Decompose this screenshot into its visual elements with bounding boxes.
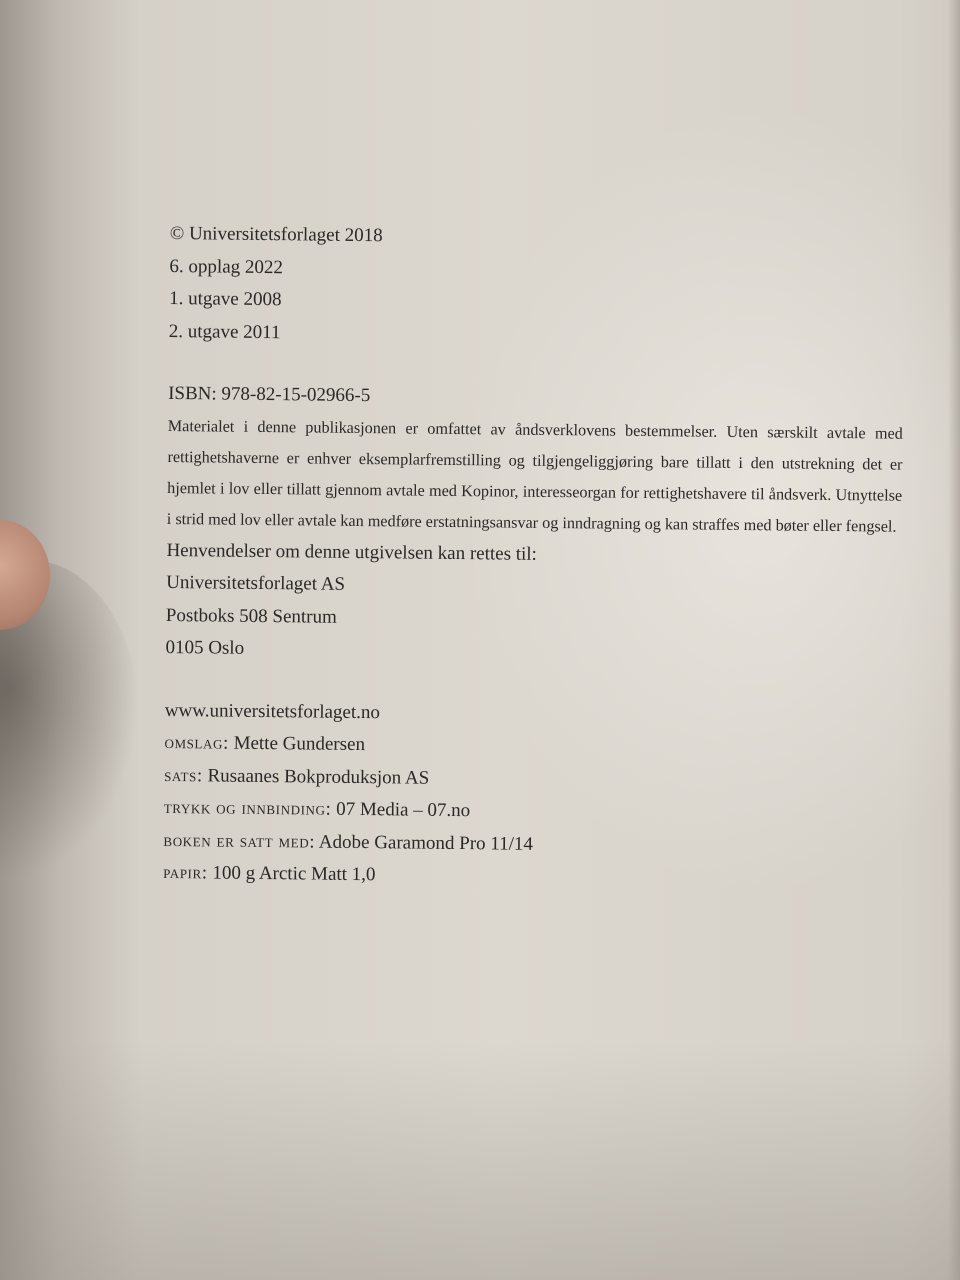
credit-value: Adobe Garamond Pro 11/14 <box>318 831 534 855</box>
publisher-website: www.universitetsforlaget.no <box>164 699 381 723</box>
publisher-street: Postboks 508 Sentrum <box>165 604 337 628</box>
credit-label: sats: <box>164 764 203 786</box>
credit-label: omslag: <box>164 731 229 754</box>
credit-value: 07 Media – 07.no <box>336 798 471 822</box>
printing-line: 6. opplag 2022 <box>169 255 284 278</box>
contact-intro: Henvendelser om denne utgivelsen kan rettes til: <box>166 539 538 565</box>
copyright-block <box>169 218 905 356</box>
publisher-city: 0105 Oslo <box>165 636 245 659</box>
credit-value: 100 g Arctic Matt 1,0 <box>212 862 376 886</box>
isbn-line: ISBN: 978-82-15-02966-5 <box>168 382 371 407</box>
credit-label: papir: <box>163 861 208 884</box>
credit-label: trykk og innbinding: <box>163 796 332 820</box>
page-bottom-shade <box>0 1040 960 1280</box>
copyright-line: © Universitetsforlaget 2018 <box>169 222 383 247</box>
credit-paper <box>163 857 898 897</box>
credit-value: Mette Gundersen <box>233 732 366 756</box>
legal-notice: Materialet i denne publikasjonen er omfattet av åndsverklovens bestemmelser. Uten særskilt avtale med rettighetshaverne er enhver eksemplarfremstilling og tilgjengeliggjøring bare tillatt i den utstrekning det er hjemlet i lov eller tillatt gjennom avtale med Kopinor, interesseorgan for rettighetshavere til åndsverk. Utnyttelse i strid med lov eller avtale kan medføre erstatningsansvar og inndragning og kan straffes med bøter eller fengsel. <box>166 416 903 536</box>
credits-block <box>163 727 900 897</box>
first-edition-line: 1. utgave 2008 <box>169 287 282 311</box>
publisher-name: Universitetsforlaget AS <box>166 571 346 595</box>
second-edition-line: 2. utgave 2011 <box>168 320 281 343</box>
credit-value: Rusaanes Bokproduksjon AS <box>207 764 430 789</box>
credit-label: boken er satt med: <box>163 829 316 853</box>
contact-block <box>165 534 901 672</box>
copyright-page-content <box>163 218 905 897</box>
